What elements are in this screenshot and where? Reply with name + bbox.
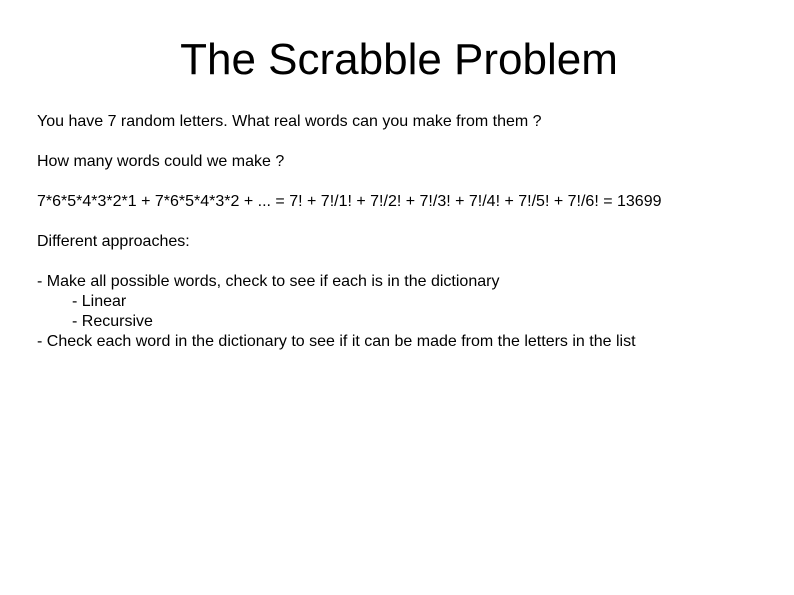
slide-body (37, 112, 777, 352)
body-line-formula: 7*6*5*4*3*2*1 + 7*6*5*4*3*2 + ... = 7! + 7!/1! + 7!/2! + 7!/3! + 7!/4! + 7!/5! + 7!/6! = 13699 (37, 193, 662, 210)
spacer (37, 252, 777, 272)
body-line-intro: You have 7 random letters. What real words can you make from them ? (37, 113, 542, 130)
bullet-make-all-words: - Make all possible words, check to see if each is in the dictionary (37, 273, 500, 290)
spacer (37, 172, 777, 192)
spacer (37, 132, 777, 152)
slide-title: The Scrabble Problem (180, 35, 618, 84)
spacer (37, 212, 777, 232)
sub-bullet-recursive: - Recursive (72, 313, 153, 330)
body-line-question: How many words could we make ? (37, 153, 285, 170)
body-line-approaches-heading: Different approaches: (37, 233, 190, 250)
bullet-check-dictionary: - Check each word in the dictionary to see if it can be made from the letters in the list (37, 333, 636, 350)
sub-bullet-linear: - Linear (72, 293, 127, 310)
